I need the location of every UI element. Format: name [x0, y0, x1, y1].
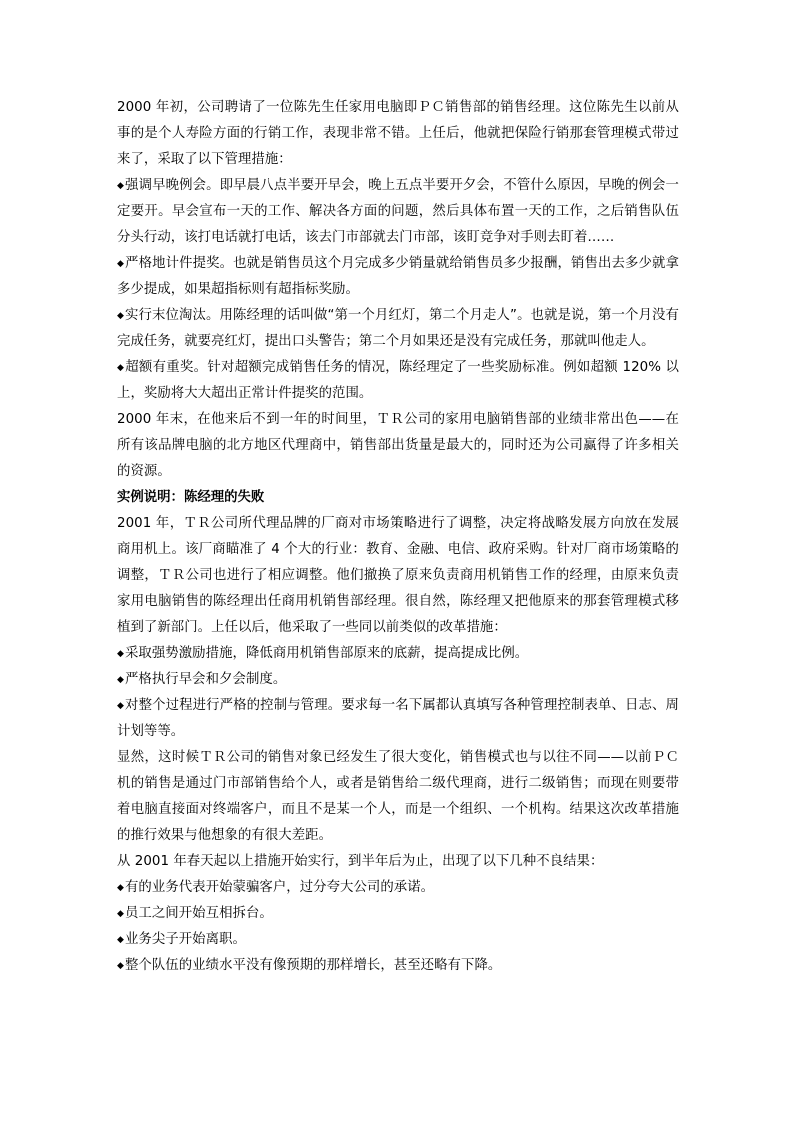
year-end-results-paragraph: 2000 年末，在他来后不到一年的时间里，ＴＲ公司的家用电脑销售部的业绩非常出色——在所有该品牌电脑的北方地区代理商中，销售部出货量是最大的，同时还为公司赢得了许多相关的资源。	[117, 412, 679, 479]
analysis-paragraph: 显然，这时候ＴＲ公司的销售对象已经发生了很大变化，销售模式也与以往不同——以前ＰＣ机的销售是通过门市部销售给个人，或者是销售给二级代理商，进行二级销售；而现在则要带着电脑直接面对终端客户，而且不是某一个人，而是一个组织、一个机构。结果这次改革措施的推行效果与他想象的有很大差距。	[117, 750, 679, 843]
diamond-bullet-icon: ◆	[117, 181, 124, 191]
bullet-item-meeting-system	[117, 667, 679, 693]
bullet-text: 有的业务代表开始蒙骗客户，过分夸大公司的承诺。	[124, 880, 435, 895]
bullet-text: 严格执行早会和夕会制度。	[124, 672, 287, 687]
bullet-item-deceiving-customers	[117, 875, 679, 901]
bullet-item-elimination	[117, 303, 679, 355]
bullet-text: 采取强势激励措施，降低商用机销售部原来的底薪，提高提成比例。	[124, 646, 529, 661]
bullet-text: 严格地计件提奖。也就是销售员这个月完成多少销量就给销售员多少报酬，销售出去多少就拿多少提成，如果超指标则有超指标奖励。	[117, 256, 679, 297]
bullet-item-incentives	[117, 641, 679, 667]
bullet-item-morning-evening-meetings	[117, 173, 679, 251]
intro-paragraph: 2000 年初，公司聘请了一位陈先生任家用电脑即ＰＣ销售部的销售经理。这位陈先生以前从事的是个人寿险方面的行销工作，表现非常不错。上任后，他就把保险行销那套管理模式带过来了，采取了以下管理措施：	[117, 100, 679, 167]
bullet-item-top-sellers-leaving	[117, 927, 679, 953]
bullet-text: 超额有重奖。针对超额完成销售任务的情况，陈经理定了一些奖励标准。例如超额 120% 以上，奖励将大大超出正常计件提奖的范围。	[117, 360, 679, 401]
bullet-text: 实行末位淘汰。用陈经理的话叫做“第一个月红灯，第二个月走人”。也就是说，第一个月没有完成任务，就要亮红灯，提出口头警告；第二个月如果还是没有完成任务，那就叫他走人。	[117, 308, 679, 349]
bullet-item-piecework-commission	[117, 251, 679, 303]
diamond-bullet-icon: ◆	[117, 909, 124, 919]
diamond-bullet-icon: ◆	[117, 701, 124, 711]
diamond-bullet-icon: ◆	[117, 961, 124, 971]
bullet-item-performance-decline	[117, 953, 679, 979]
document-page	[117, 95, 679, 979]
bullet-item-process-control	[117, 693, 679, 745]
diamond-bullet-icon: ◆	[117, 311, 124, 321]
diamond-bullet-icon: ◆	[117, 675, 124, 685]
diamond-bullet-icon: ◆	[117, 259, 124, 269]
bullet-item-infighting	[117, 901, 679, 927]
bullet-text: 业务尖子开始离职。	[124, 932, 246, 947]
section-heading: 实例说明：陈经理的失败	[117, 490, 265, 505]
strategy-change-paragraph: 2001 年，ＴＲ公司所代理品牌的厂商对市场策略进行了调整，决定将战略发展方向放在发展商用机上。该厂商瞄准了 4 个大的行业：教育、金融、电信、政府采购。针对厂商市场策略的调整，ＴＲ公司也进行了相应调整。他们撤换了原来负责商用机销售工作的经理，由原来负责家用电脑销售的陈经理出任商用机销售部经理。很自然，陈经理又把他原来的那套管理模式移植到了新部门。上任以后，他采取了一些同以前类似的改革措施：	[117, 516, 679, 635]
diamond-bullet-icon: ◆	[117, 935, 124, 945]
bullet-text: 员工之间开始互相拆台。	[124, 906, 273, 921]
bullet-text: 对整个过程进行严格的控制与管理。要求每一名下属都认真填写各种管理控制表单、日志、周计划等等。	[117, 698, 679, 739]
diamond-bullet-icon: ◆	[117, 883, 124, 893]
outcomes-intro-paragraph: 从 2001 年春天起以上措施开始实行，到半年后为止，出现了以下几种不良结果：	[117, 854, 604, 869]
bullet-item-bonus	[117, 355, 679, 407]
bullet-text: 强调早晚例会。即早晨八点半要开早会，晚上五点半要开夕会，不管什么原因，早晚的例会一定要开。早会宣布一天的工作、解决各方面的问题，然后具体布置一天的工作，之后销售队伍分头行动，该打电话就打电话，该去门市部就去门市部，该盯竞争对手则去盯着……	[117, 178, 679, 245]
diamond-bullet-icon: ◆	[117, 649, 124, 659]
bullet-text: 整个队伍的业绩水平没有像预期的那样增长，甚至还略有下降。	[124, 958, 502, 973]
diamond-bullet-icon: ◆	[117, 363, 124, 373]
